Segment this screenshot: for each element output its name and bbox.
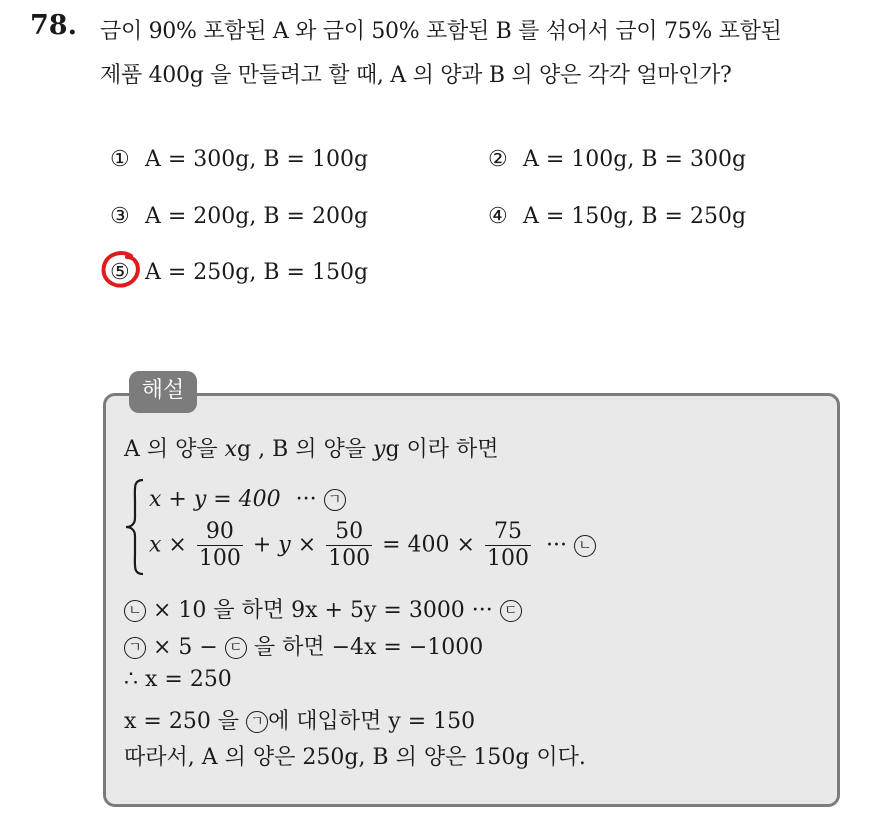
question-text-line-1: 금이 90% 포함된 A 와 금이 50% 포함된 B 를 섞어서 금이 75% 포함된 xyxy=(100,19,782,44)
circled-nieun-icon: ㄴ xyxy=(574,535,596,557)
choice-mark: ② xyxy=(488,147,508,172)
choice-2[interactable] xyxy=(488,147,746,172)
solution-tab: 해설 xyxy=(129,371,197,413)
solution-step-1: ㄴ × 10 을 하면 9x + 5y = 3000 ··· ㄷ xyxy=(124,593,522,624)
choice-mark: ① xyxy=(110,147,130,172)
solution-step-3: ∴ x = 250 xyxy=(124,667,232,692)
circled-giyeok-icon: ㄱ xyxy=(246,711,268,733)
circled-giyeok-icon: ㄱ xyxy=(324,489,346,511)
circled-digeut-icon: ㄷ xyxy=(225,637,247,659)
choice-text: A = 100g, B = 300g xyxy=(523,147,747,172)
equation-1: x + y = 400 ··· ㄱ xyxy=(149,487,346,512)
choice-text: A = 150g, B = 250g xyxy=(523,204,747,229)
solution-step-2: ㄱ × 5 − ㄷ 을 하면 −4x = −1000 xyxy=(124,630,483,661)
solution-conclusion: 따라서, A 의 양은 250g, B 의 양은 150g 이다. xyxy=(124,745,586,770)
circled-digeut-icon: ㄷ xyxy=(500,600,522,622)
choice-mark: ⑤ xyxy=(110,260,130,285)
solution-step-4: x = 250 을 ㄱ 에 대입하면 y = 150 xyxy=(124,709,476,734)
question-number: 78. xyxy=(30,10,77,41)
left-brace-icon xyxy=(123,478,147,576)
choice-3[interactable] xyxy=(110,204,368,229)
choice-mark: ④ xyxy=(488,204,508,229)
choice-5[interactable] xyxy=(110,260,368,285)
choice-mark: ③ xyxy=(110,204,130,229)
choice-text: A = 200g, B = 200g xyxy=(145,204,369,229)
choice-text: A = 300g, B = 100g xyxy=(145,147,369,172)
solution-intro: A 의 양을 xg , B 의 양을 yg 이라 하면 xyxy=(124,437,499,462)
choice-text: A = 250g, B = 150g xyxy=(145,260,369,285)
circled-giyeok-icon: ㄱ xyxy=(124,637,146,659)
circled-nieun-icon: ㄴ xyxy=(124,600,146,622)
answer-circle-icon xyxy=(101,251,141,289)
choice-4[interactable] xyxy=(488,204,746,229)
choice-1[interactable] xyxy=(110,147,368,172)
question-text-line-2: 제품 400g 을 만들려고 할 때, A 의 양과 B 의 양은 각각 얼마인가? xyxy=(100,63,732,88)
equation-2: x × $\frac{90}{100}$ + y × $\frac{50}{100}$ = 400 × $\frac{75}{100}$ ··· ㄴ xyxy=(149,519,596,572)
